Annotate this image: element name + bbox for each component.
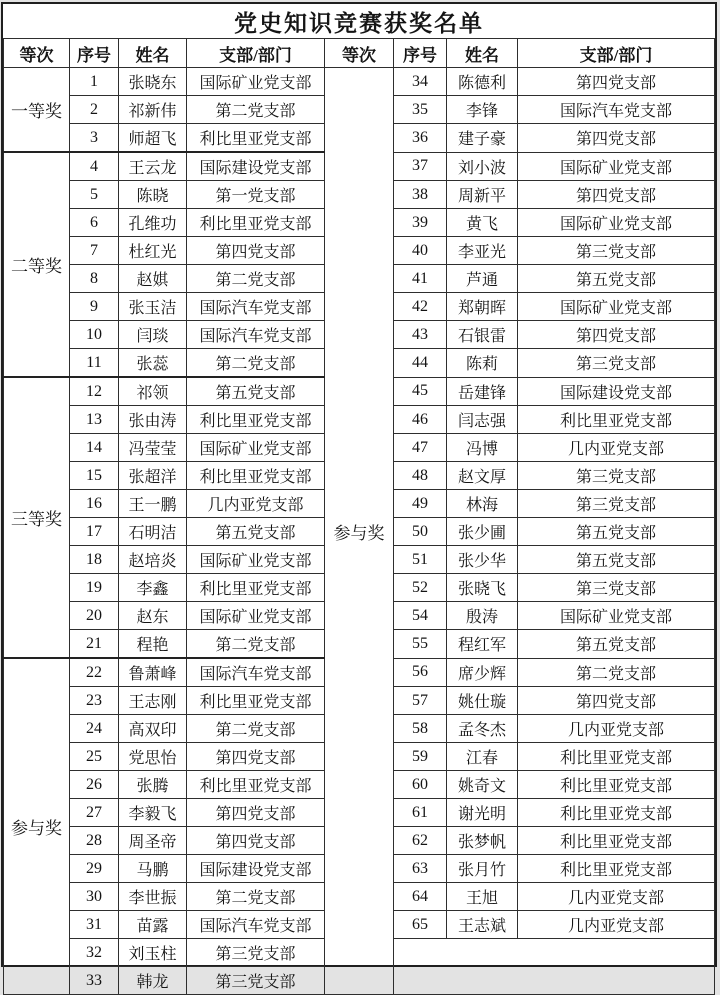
index-cell: 9 [70,293,119,321]
index-cell: 60 [394,771,447,799]
department-cell: 利比里亚党支部 [187,124,325,153]
name-cell: 韩龙 [119,967,187,995]
name-cell: 刘小波 [447,152,518,181]
name-cell: 李锋 [447,96,518,124]
name-cell: 张梦帆 [447,827,518,855]
index-cell: 49 [394,490,447,518]
index-cell: 19 [70,574,119,602]
department-cell: 国际汽车党支部 [187,321,325,349]
index-cell: 28 [70,827,119,855]
index-cell: 8 [70,265,119,293]
department-cell: 第二党支部 [187,630,325,659]
name-cell: 冯莹莹 [119,434,187,462]
department-cell: 第二党支部 [518,658,715,687]
index-cell: 14 [70,434,119,462]
department-cell: 第三党支部 [518,462,715,490]
name-cell: 张少圃 [447,518,518,546]
index-cell: 11 [70,349,119,378]
index-cell: 46 [394,406,447,434]
department-cell: 国际矿业党支部 [187,434,325,462]
award-sheet [1,2,717,991]
department-cell: 第三党支部 [518,490,715,518]
name-cell: 建子豪 [447,124,518,153]
department-cell: 国际矿业党支部 [187,546,325,574]
index-cell: 25 [70,743,119,771]
department-cell: 第五党支部 [518,265,715,293]
name-cell: 芦通 [447,265,518,293]
name-cell: 闫志强 [447,406,518,434]
index-cell: 51 [394,546,447,574]
department-cell: 国际矿业党支部 [187,602,325,630]
rank-cell: 二等奖 [4,152,70,377]
name-cell: 陈德利 [447,68,518,96]
index-cell: 56 [394,658,447,687]
index-cell: 45 [394,377,447,406]
name-cell: 石银雷 [447,321,518,349]
name-cell: 江春 [447,743,518,771]
name-cell: 赵培炎 [119,546,187,574]
department-cell: 第三党支部 [187,939,325,967]
index-cell: 48 [394,462,447,490]
index-cell: 36 [394,124,447,153]
index-cell: 58 [394,715,447,743]
column-header: 序号 [394,39,447,68]
rank-cell: 三等奖 [4,377,70,658]
department-cell: 国际建设党支部 [187,152,325,181]
name-cell: 李毅飞 [119,799,187,827]
header-row [4,39,715,68]
name-cell: 赵东 [119,602,187,630]
name-cell: 马鹏 [119,855,187,883]
name-cell: 席少辉 [447,658,518,687]
department-cell: 利比里亚党支部 [187,209,325,237]
name-cell: 杜红光 [119,237,187,265]
index-cell: 39 [394,209,447,237]
name-cell: 陈晓 [119,181,187,209]
department-cell: 第四党支部 [187,237,325,265]
name-cell: 孟冬杰 [447,715,518,743]
name-cell: 张玉洁 [119,293,187,321]
index-cell: 42 [394,293,447,321]
name-cell: 张晓飞 [447,574,518,602]
index-cell: 3 [70,124,119,153]
index-cell: 26 [70,771,119,799]
department-cell: 第三党支部 [518,349,715,378]
department-cell: 国际汽车党支部 [187,911,325,939]
name-cell: 殷涛 [447,602,518,630]
name-cell: 苗露 [119,911,187,939]
column-header: 姓名 [119,39,187,68]
department-cell: 第四党支部 [518,124,715,153]
name-cell: 谢光明 [447,799,518,827]
name-cell: 张超洋 [119,462,187,490]
name-cell: 祁新伟 [119,96,187,124]
column-header: 等次 [325,39,394,68]
index-cell: 1 [70,68,119,96]
name-cell: 姚奇文 [447,771,518,799]
index-cell: 18 [70,546,119,574]
empty-cell [394,939,715,995]
page-title: 党史知识竞赛获奖名单 [234,10,484,36]
department-cell: 第四党支部 [518,181,715,209]
index-cell: 20 [70,602,119,630]
index-cell: 5 [70,181,119,209]
index-cell: 50 [394,518,447,546]
rank-cell: 一等奖 [4,68,70,153]
department-cell: 国际矿业党支部 [518,602,715,630]
name-cell: 王云龙 [119,152,187,181]
index-cell: 33 [70,967,119,995]
department-cell: 第三党支部 [187,967,325,995]
department-cell: 几内亚党支部 [518,434,715,462]
index-cell: 57 [394,687,447,715]
index-cell: 61 [394,799,447,827]
name-cell: 赵娸 [119,265,187,293]
index-cell: 32 [70,939,119,967]
index-cell: 6 [70,209,119,237]
index-cell: 30 [70,883,119,911]
index-cell: 16 [70,490,119,518]
department-cell: 第五党支部 [518,630,715,659]
index-cell: 27 [70,799,119,827]
department-cell: 第四党支部 [518,687,715,715]
rank-cell: 参与奖 [4,658,70,995]
department-cell: 利比里亚党支部 [518,406,715,434]
name-cell: 郑朝晖 [447,293,518,321]
name-cell: 祁领 [119,377,187,406]
table-row [4,68,715,96]
department-cell: 第四党支部 [518,321,715,349]
index-cell: 40 [394,237,447,265]
name-cell: 陈莉 [447,349,518,378]
award-table [3,38,715,995]
department-cell: 几内亚党支部 [518,883,715,911]
department-cell: 几内亚党支部 [518,715,715,743]
department-cell: 第二党支部 [187,96,325,124]
name-cell: 程艳 [119,630,187,659]
department-cell: 第二党支部 [187,715,325,743]
department-cell: 利比里亚党支部 [518,771,715,799]
department-cell: 利比里亚党支部 [518,827,715,855]
department-cell: 第二党支部 [187,349,325,378]
department-cell: 第五党支部 [187,377,325,406]
index-cell: 24 [70,715,119,743]
column-header: 支部/部门 [187,39,325,68]
name-cell: 师超飞 [119,124,187,153]
department-cell: 利比里亚党支部 [187,462,325,490]
department-cell: 国际汽车党支部 [187,293,325,321]
department-cell: 国际矿业党支部 [187,68,325,96]
name-cell: 周圣帝 [119,827,187,855]
name-cell: 闫琰 [119,321,187,349]
department-cell: 第三党支部 [518,574,715,602]
department-cell: 国际矿业党支部 [518,152,715,181]
index-cell: 41 [394,265,447,293]
index-cell: 17 [70,518,119,546]
department-cell: 国际汽车党支部 [518,96,715,124]
column-header: 支部/部门 [518,39,715,68]
index-cell: 22 [70,658,119,687]
index-cell: 7 [70,237,119,265]
department-cell: 国际建设党支部 [187,855,325,883]
department-cell: 第四党支部 [187,799,325,827]
department-cell: 国际汽车党支部 [187,658,325,687]
index-cell: 52 [394,574,447,602]
column-header: 序号 [70,39,119,68]
name-cell: 张月竹 [447,855,518,883]
name-cell: 冯博 [447,434,518,462]
name-cell: 高双印 [119,715,187,743]
department-cell: 利比里亚党支部 [518,743,715,771]
department-cell: 几内亚党支部 [518,911,715,939]
name-cell: 王志斌 [447,911,518,939]
index-cell: 54 [394,602,447,630]
index-cell: 37 [394,152,447,181]
name-cell: 姚仕璇 [447,687,518,715]
name-cell: 张少华 [447,546,518,574]
department-cell: 第四党支部 [187,827,325,855]
name-cell: 张腾 [119,771,187,799]
department-cell: 第五党支部 [518,546,715,574]
index-cell: 55 [394,630,447,659]
index-cell: 65 [394,911,447,939]
index-cell: 12 [70,377,119,406]
column-header: 姓名 [447,39,518,68]
name-cell: 岳建锋 [447,377,518,406]
name-cell: 李鑫 [119,574,187,602]
department-cell: 第二党支部 [187,265,325,293]
department-cell: 第二党支部 [187,883,325,911]
department-cell: 第四党支部 [187,743,325,771]
index-cell: 15 [70,462,119,490]
index-cell: 64 [394,883,447,911]
name-cell: 张由涛 [119,406,187,434]
name-cell: 赵文厚 [447,462,518,490]
name-cell: 刘玉柱 [119,939,187,967]
department-cell: 几内亚党支部 [187,490,325,518]
name-cell: 王志刚 [119,687,187,715]
name-cell: 孔维功 [119,209,187,237]
index-cell: 2 [70,96,119,124]
index-cell: 10 [70,321,119,349]
name-cell: 张晓东 [119,68,187,96]
column-header: 等次 [4,39,70,68]
index-cell: 43 [394,321,447,349]
department-cell: 第四党支部 [518,68,715,96]
name-cell: 黄飞 [447,209,518,237]
department-cell: 第五党支部 [187,518,325,546]
rank-cell: 参与奖 [325,68,394,995]
index-cell: 44 [394,349,447,378]
name-cell: 党思怡 [119,743,187,771]
name-cell: 程红军 [447,630,518,659]
index-cell: 13 [70,406,119,434]
index-cell: 31 [70,911,119,939]
department-cell: 利比里亚党支部 [518,799,715,827]
name-cell: 李亚光 [447,237,518,265]
index-cell: 23 [70,687,119,715]
department-cell: 利比里亚党支部 [187,771,325,799]
name-cell: 鲁萧峰 [119,658,187,687]
index-cell: 38 [394,181,447,209]
index-cell: 21 [70,630,119,659]
name-cell: 周新平 [447,181,518,209]
name-cell: 王一鹏 [119,490,187,518]
department-cell: 国际建设党支部 [518,377,715,406]
department-cell: 利比里亚党支部 [187,406,325,434]
index-cell: 4 [70,152,119,181]
department-cell: 利比里亚党支部 [187,687,325,715]
department-cell: 第五党支部 [518,518,715,546]
index-cell: 34 [394,68,447,96]
index-cell: 59 [394,743,447,771]
department-cell: 国际矿业党支部 [518,293,715,321]
name-cell: 张蕊 [119,349,187,378]
index-cell: 29 [70,855,119,883]
department-cell: 利比里亚党支部 [518,855,715,883]
index-cell: 62 [394,827,447,855]
department-cell: 第一党支部 [187,181,325,209]
name-cell: 石明洁 [119,518,187,546]
index-cell: 47 [394,434,447,462]
department-cell: 利比里亚党支部 [187,574,325,602]
name-cell: 李世振 [119,883,187,911]
name-cell: 林海 [447,490,518,518]
index-cell: 63 [394,855,447,883]
index-cell: 35 [394,96,447,124]
department-cell: 国际矿业党支部 [518,209,715,237]
department-cell: 第三党支部 [518,237,715,265]
name-cell: 王旭 [447,883,518,911]
